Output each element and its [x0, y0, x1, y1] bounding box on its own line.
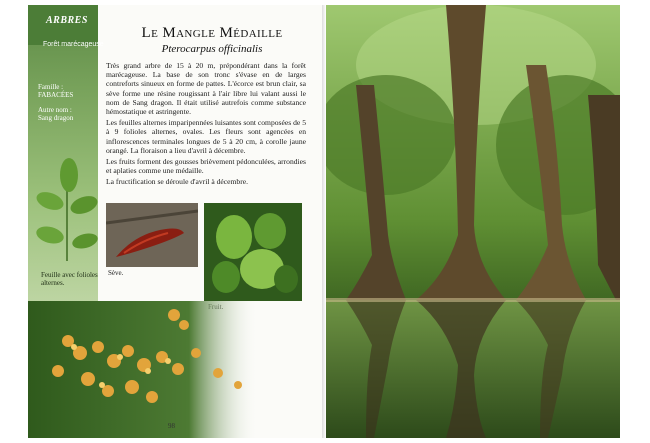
other-name-value: Sang dragon — [38, 114, 74, 122]
sap-caption: Sève. — [108, 269, 124, 277]
description — [106, 61, 306, 189]
sap-photo — [106, 203, 198, 267]
paragraph-2: Les feuilles alternes imparipennées luisantes sont composées de 5 à 9 folioles alternes, ovales. Les fleurs sont agencées en inflorescences terminales longues de 5 à 20 cm, à corolle jaune orangé. La floraison a lieu d'avril à décembre. — [106, 118, 306, 155]
paragraph-4: La fructification se déroule d'avril à décembre. — [106, 177, 248, 187]
page-number: 98 — [168, 422, 175, 430]
paragraph-3: Les fruits forment des gousses brièvement pédonculées, arrondies et aplaties comme une médaille. — [106, 157, 306, 176]
section-label: ARBRES — [46, 15, 88, 26]
leaf-illustration — [36, 153, 98, 263]
paragraph-1: Très grand arbre de 15 à 20 m, prépondérant dans la forêt marécageuse. La base de son tronc s'évase en de larges contreforts sinueux en forme de pattes. L'écorce est brun clair, sa sève forme une résine rougissant à l'air libre lui valant aussi le nom de Sang dragon. Il était utilisé autrefois comme substance hémostatique et astringente. — [106, 61, 306, 117]
page-title: Le Mangle Médaille — [141, 25, 283, 41]
left-page — [28, 5, 324, 438]
fruit-photo — [204, 203, 302, 301]
other-name-label: Autre nom : — [38, 106, 72, 114]
family-meta — [38, 83, 73, 99]
swamp-forest-photo — [326, 5, 620, 438]
family-value: FABACÉES — [38, 91, 74, 99]
leaf-caption: Feuille avec folioles alternes. — [41, 271, 98, 287]
species-name: Pterocarpus officinalis — [161, 43, 263, 55]
right-page — [326, 5, 620, 438]
flowers-photo — [28, 301, 258, 438]
other-name-meta — [38, 106, 73, 122]
family-label: Famille : — [38, 83, 64, 91]
section-sub: Forêt marécageuse — [43, 41, 104, 48]
